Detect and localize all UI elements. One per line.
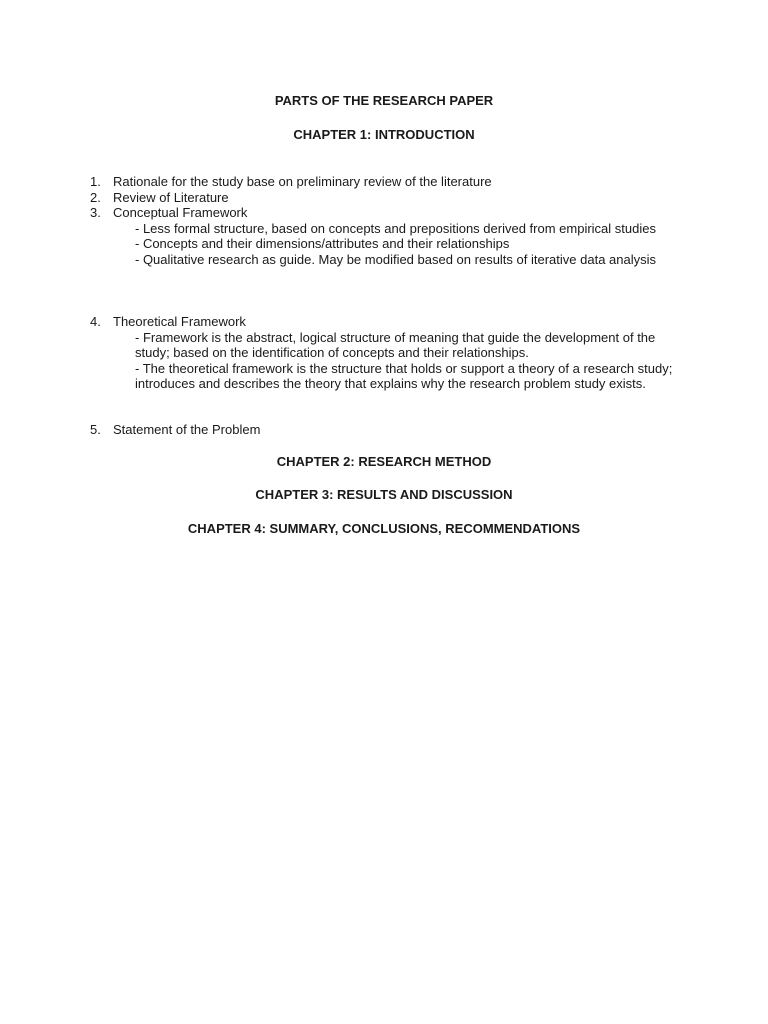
list-item-label: Statement of the Problem — [113, 422, 261, 437]
list-item-label: Theoretical Framework — [113, 314, 246, 329]
list-item-number: 2. — [90, 189, 101, 205]
list-item-4 — [90, 314, 690, 330]
list-item-label: Conceptual Framework — [113, 205, 248, 220]
sub-point: - Concepts and their dimensions/attributes and their relationships — [135, 236, 510, 251]
list-item-1 — [90, 174, 690, 190]
sub-point: - The theoretical framework is the structure that holds or support a theory of a research study; introduces and describes the theory that explains why the research problem study exists. — [135, 360, 673, 391]
sub-point: - Less formal structure, based on concepts and prepositions derived from empirical studies — [135, 220, 656, 236]
theoretical-framework-subpoints — [90, 330, 690, 392]
list-item-label: Review of Literature — [113, 189, 229, 205]
list-item-label: Rationale for the study base on preliminary review of the literature — [113, 174, 492, 189]
list-item-2 — [90, 190, 690, 206]
list-item-number: 5. — [90, 422, 101, 437]
list-item-number: 1. — [90, 174, 101, 189]
document-title: PARTS OF THE RESEARCH PAPER — [274, 93, 494, 108]
chapter-1-heading: CHAPTER 1: INTRODUCTION — [293, 127, 475, 142]
chapter-2-heading: CHAPTER 2: RESEARCH METHOD — [276, 454, 492, 469]
sub-point: - Framework is the abstract, logical structure of meaning that guide the development of the study; based on the identification of concepts and their relationships. — [135, 329, 656, 360]
sub-point: - Qualitative research as guide. May be modified based on results of iterative data analysis — [135, 251, 656, 267]
list-item-number: 4. — [90, 314, 101, 329]
list-item-5 — [90, 422, 690, 438]
chapter-4-heading: CHAPTER 4: SUMMARY, CONCLUSIONS, RECOMMENDATIONS — [187, 521, 581, 536]
chapter-1-list-b — [90, 314, 690, 392]
list-item-3 — [90, 205, 690, 221]
list-item-number: 3. — [90, 205, 101, 220]
chapter-1-list-c — [90, 422, 690, 438]
chapter-1-list-a — [90, 174, 690, 267]
conceptual-framework-subpoints — [90, 221, 690, 268]
chapter-3-heading: CHAPTER 3: RESULTS AND DISCUSSION — [255, 487, 513, 502]
